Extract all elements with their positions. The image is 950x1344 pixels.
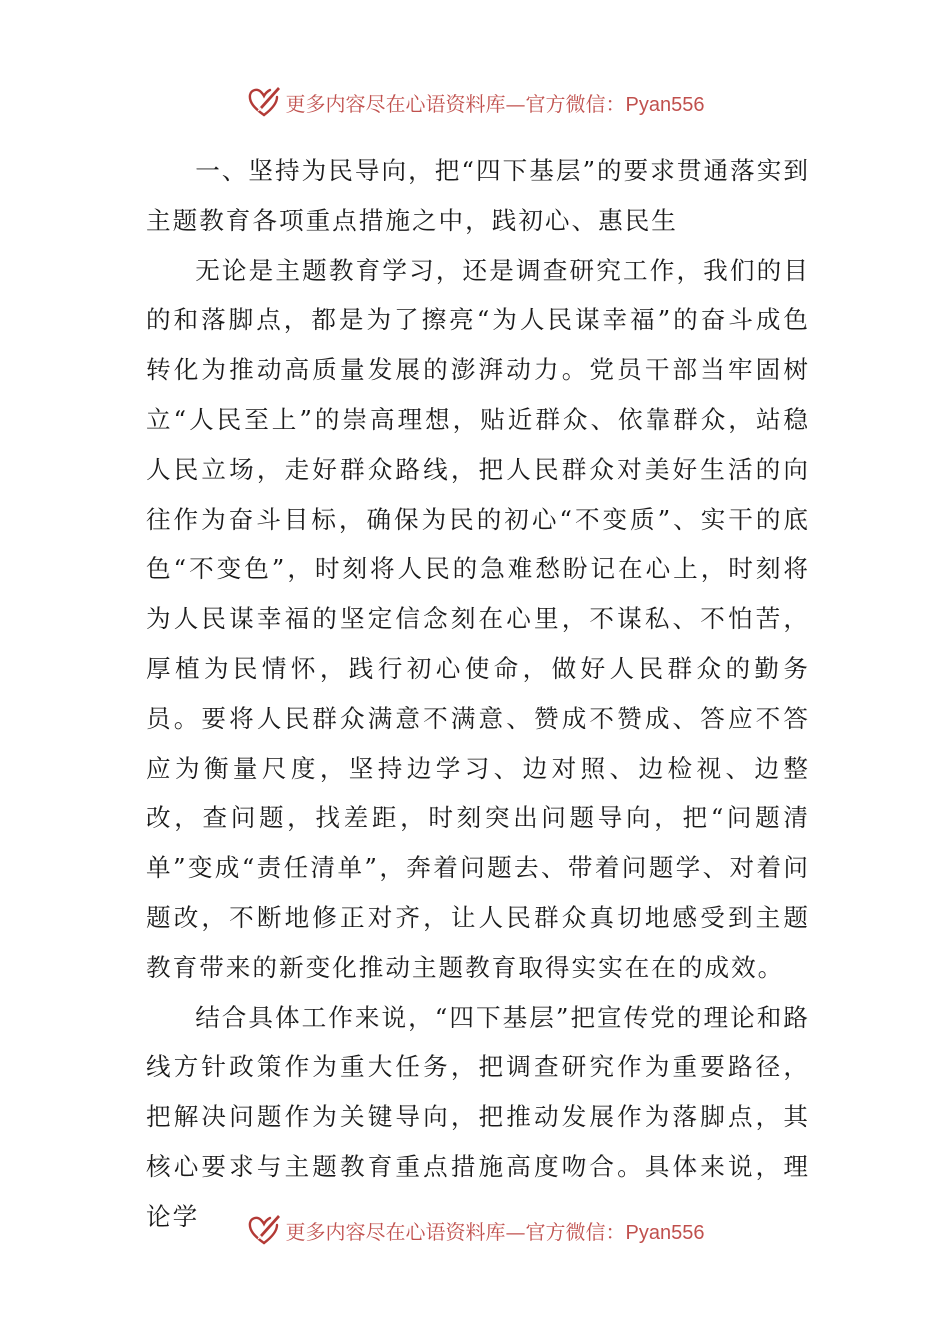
banner-wechat-id: Pyan556 [625,93,705,116]
body-paragraph: 结合具体工作来说，“四下基层”把宣传党的理论和路线方针政策作为重大任务，把调查研究作为重要路径，把解决问题作为关键导向，把推动发展作为落脚点，其核心要求与主题教育重点措施高度吻合。具体来说，理论学 [146,1002,810,1231]
footer-banner [0,1208,950,1252]
document-body [146,146,810,1231]
banner-label: 更多内容尽在心语资料库—官方微信： [285,91,626,116]
header-banner [0,80,950,124]
banner-text [286,1216,705,1245]
section-heading: 一、坚持为民导向，把“四下基层”的要求贯通落实到主题教育各项重点措施之中，践初心、惠民生 [146,156,810,235]
banner-label: 更多内容尽在心语资料库—官方微信： [285,1219,626,1244]
body-paragraph: 无论是主题教育学习，还是调查研究工作，我们的目的和落脚点，都是为了擦亮“为人民谋幸福”的奋斗成色转化为推动高质量发展的澎湃动力。党员干部当牢固树立“人民至上”的崇高理想，贴近群众、依靠群众，站稳人民立场，走好群众路线，把人民群众对美好生活的向往作为奋斗目标，确保为民的初心“不变质”、实干的底色“不变色”，时刻将人民的急难愁盼记在心上，时刻将为人民谋幸福的坚定信念刻在心里，不谋私、不怕苦，厚植为民情怀，践行初心使命，做好人民群众的勤务员。要将人民群众满意不满意、赞成不赞成、答应不答应为衡量尺度，坚持边学习、边对照、边检视、边整改，查问题，找差距，时刻突出问题导向，把“问题清单”变成“责任清单”，奔着问题去、带着问题学、对着问题改，不断地修正对齐，让人民群众真切地感受到主题教育带来的新变化推动主题教育取得实实在在的成效。 [146,255,810,982]
pen-heart-logo-icon [246,1212,282,1248]
pen-heart-logo-icon [246,84,282,120]
banner-text [286,88,705,117]
banner-wechat-id: Pyan556 [625,1221,705,1244]
